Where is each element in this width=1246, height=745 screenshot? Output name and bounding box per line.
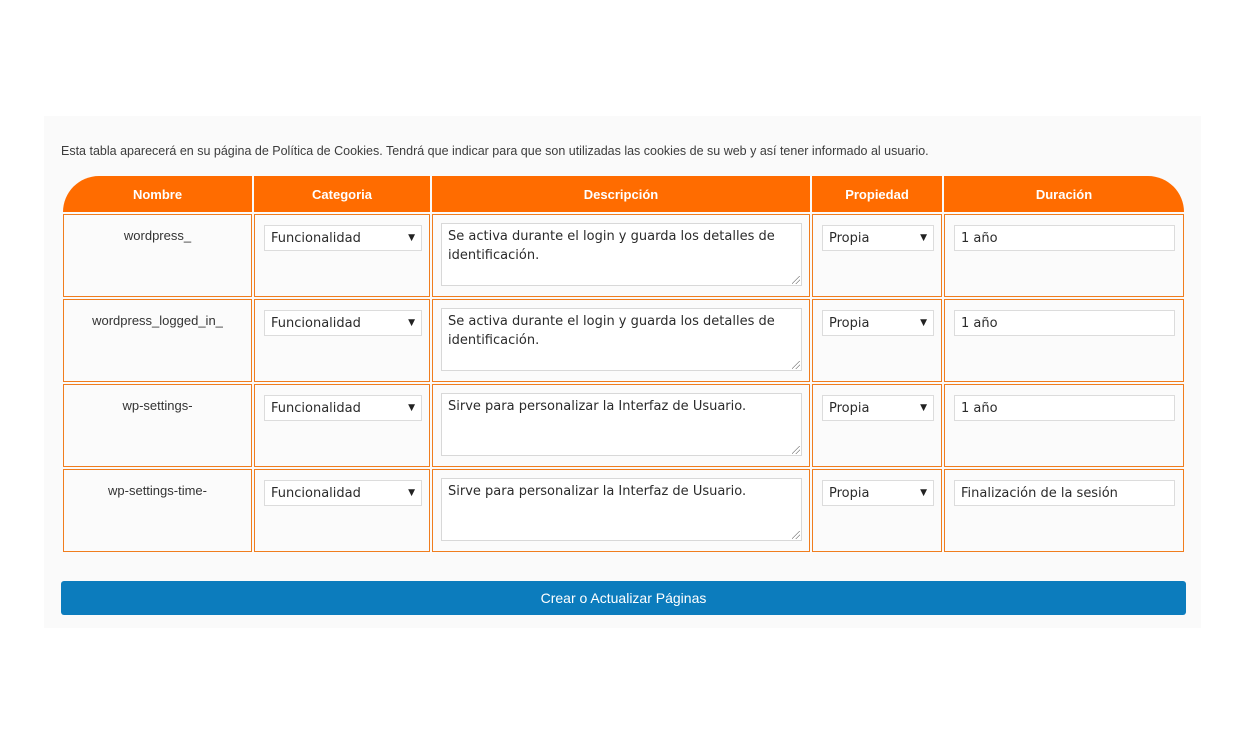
header-descripcion: Descripción: [432, 176, 810, 212]
categoria-value: Funcionalidad: [271, 316, 361, 331]
cookie-name: wordpress_logged_in_: [92, 313, 223, 328]
descripcion-textarea[interactable]: [441, 393, 802, 456]
propiedad-select[interactable]: [822, 480, 934, 506]
table-row: [63, 384, 1184, 467]
descripcion-text: Sirve para personalizar la Interfaz de Usuario.: [448, 484, 747, 499]
categoria-value: Funcionalidad: [271, 401, 361, 416]
resize-handle-icon[interactable]: [792, 276, 800, 284]
table-row: [63, 214, 1184, 297]
cookie-name: wordpress_: [123, 228, 192, 243]
dropdown-arrow-icon: ▼: [920, 488, 927, 498]
descripcion-textarea[interactable]: [441, 223, 802, 286]
resize-handle-icon[interactable]: [792, 531, 800, 539]
propiedad-value: Propia: [829, 316, 870, 331]
propiedad-select[interactable]: [822, 310, 934, 336]
duracion-input[interactable]: 1 año: [954, 395, 1175, 421]
dropdown-arrow-icon: ▼: [920, 403, 927, 413]
categoria-select[interactable]: [264, 480, 422, 506]
create-update-pages-button[interactable]: Crear o Actualizar Páginas: [61, 581, 1186, 615]
descripcion-textarea[interactable]: [441, 478, 802, 541]
propiedad-select[interactable]: [822, 395, 934, 421]
dropdown-arrow-icon: ▼: [408, 403, 415, 413]
duracion-input[interactable]: Finalización de la sesión: [954, 480, 1175, 506]
categoria-select[interactable]: [264, 395, 422, 421]
header-propiedad: Propiedad: [812, 176, 942, 212]
resize-handle-icon[interactable]: [792, 446, 800, 454]
descripcion-textarea[interactable]: [441, 308, 802, 371]
table-header-row: [63, 176, 1184, 212]
propiedad-value: Propia: [829, 231, 870, 246]
dropdown-arrow-icon: ▼: [408, 233, 415, 243]
descripcion-text: Sirve para personalizar la Interfaz de Usuario.: [448, 399, 747, 414]
propiedad-value: Propia: [829, 486, 870, 501]
propiedad-select[interactable]: [822, 225, 934, 251]
header-duracion: Duración: [944, 176, 1184, 212]
header-nombre: Nombre: [63, 176, 252, 212]
categoria-value: Funcionalidad: [271, 231, 361, 246]
cookie-name: wp-settings-time-: [108, 483, 207, 498]
categoria-select[interactable]: [264, 225, 422, 251]
table-row: [63, 299, 1184, 382]
descripcion-text: Se activa durante el login y guarda los detalles de identificación.: [448, 314, 775, 348]
dropdown-arrow-icon: ▼: [408, 488, 415, 498]
categoria-value: Funcionalidad: [271, 486, 361, 501]
propiedad-value: Propia: [829, 401, 870, 416]
intro-text: Esta tabla aparecerá en su página de Política de Cookies. Tendrá que indicar para que son utilizadas las cookies de su web y así tener informado al usuario.: [61, 144, 929, 158]
resize-handle-icon[interactable]: [792, 361, 800, 369]
descripcion-text: Se activa durante el login y guarda los detalles de identificación.: [448, 229, 775, 263]
categoria-select[interactable]: [264, 310, 422, 336]
table-row: [63, 469, 1184, 552]
dropdown-arrow-icon: ▼: [920, 318, 927, 328]
duracion-input[interactable]: 1 año: [954, 310, 1175, 336]
cookie-name: wp-settings-: [122, 398, 193, 413]
dropdown-arrow-icon: ▼: [920, 233, 927, 243]
header-categoria: Categoria: [254, 176, 430, 212]
dropdown-arrow-icon: ▼: [408, 318, 415, 328]
duracion-input[interactable]: 1 año: [954, 225, 1175, 251]
cookies-table: [61, 174, 1186, 554]
